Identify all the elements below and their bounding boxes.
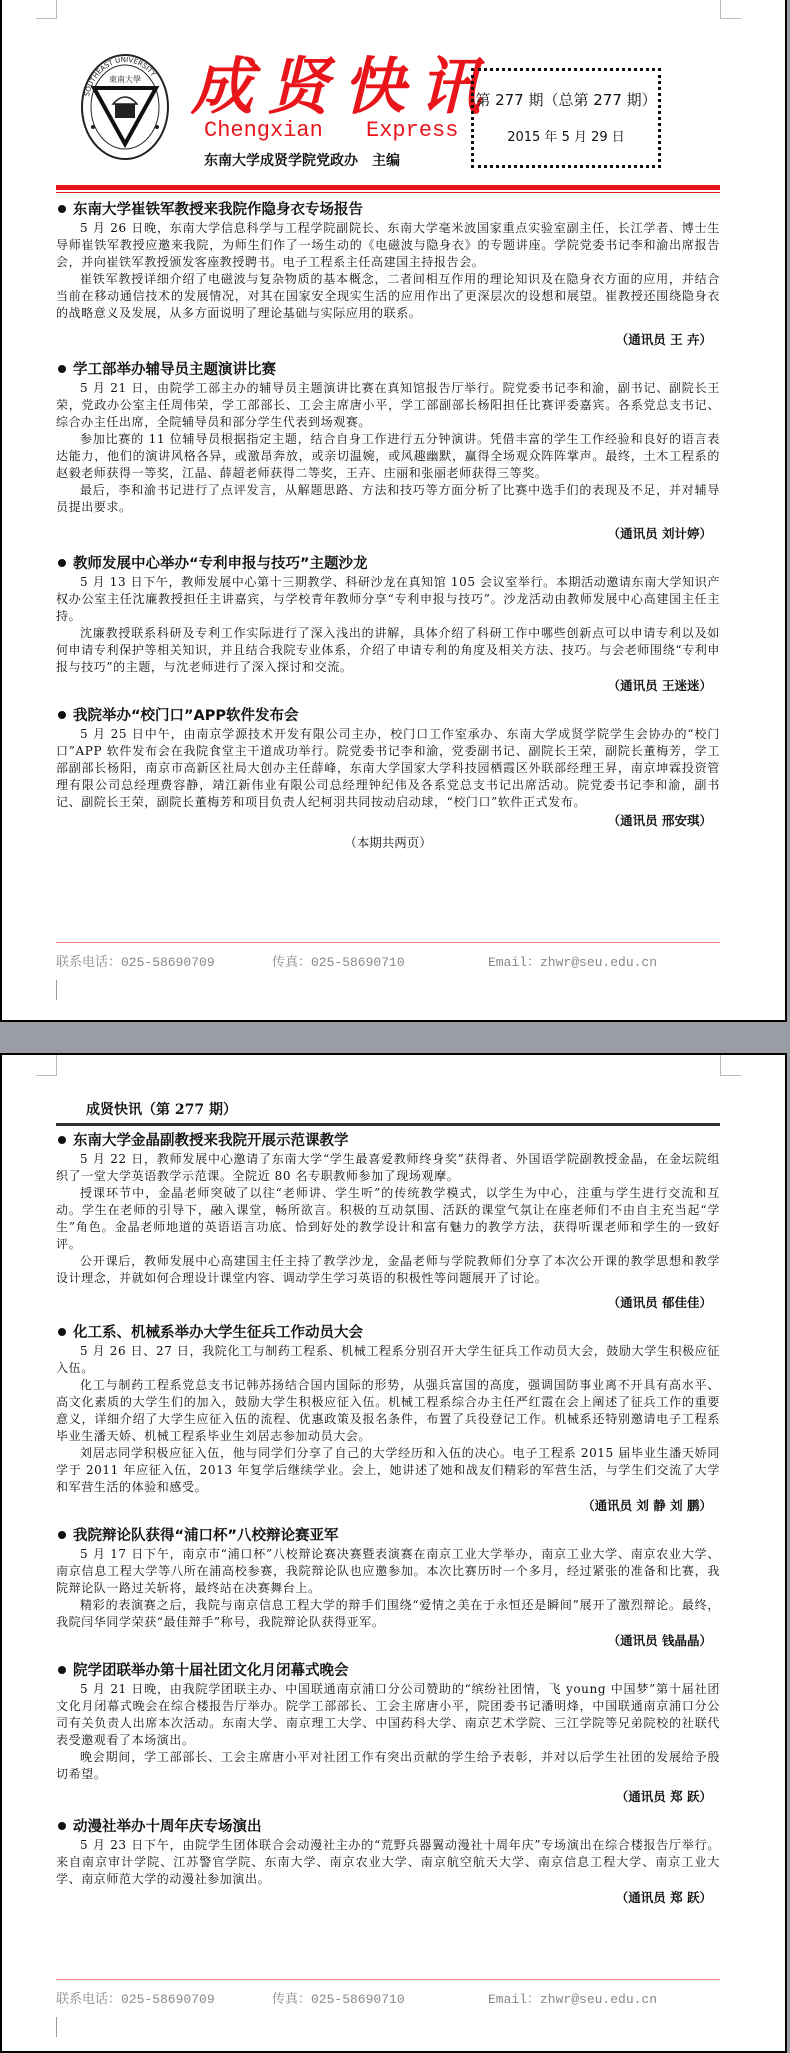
bullet-icon — [58, 1666, 66, 1674]
page-corner-mark — [36, 1055, 57, 1076]
article — [56, 706, 720, 853]
article-headline: 东南大学崔铁军教授来我院作隐身衣专场报告 — [56, 200, 720, 220]
bullet-icon — [58, 365, 66, 373]
header-rule — [56, 1123, 720, 1126]
article-byline: （通讯员 钱晶晶） — [607, 1633, 712, 1648]
bullet-icon — [58, 205, 66, 213]
footer-phone: 联系电话：025-58690709 — [56, 955, 215, 970]
article-paragraph: 5 月 21 日，由院学工部主办的辅导员主题演讲比赛在真知馆报告厅举行。院党委书记李和渝，副书记、副院长王荣，党政办公室主任周伟荣，学工部部长、工会主席唐小平，学工部副部长杨阳担任比赛评委嘉宾。各系党总支书记、综合办主任出席，全院辅导员和部分学生代表到场观赛。 — [56, 381, 720, 429]
page1-articles — [56, 200, 720, 863]
newsletter-title-en: Chengxian Express — [204, 118, 459, 143]
masthead — [56, 40, 720, 190]
editor-credit: 东南大学成贤学院党政办 主编 — [204, 153, 400, 169]
masthead-divider — [56, 185, 720, 194]
page-footer — [56, 1979, 720, 2037]
article-headline: 化工系、机械系举办大学生征兵工作动员大会 — [56, 1323, 720, 1343]
article-paragraph: 参加比赛的 11 位辅导员根据指定主题，结合自身工作进行五分钟演讲。凭借丰富的学生工作经验和良好的语言表达能力，他们的演讲风格各异，或激昂奔放，或亲切温婉，或风趣幽默，赢得全场观众阵阵掌声。最终，土木工程系的赵毅老师获得一等奖，江晶、薛超老师获得二等奖，王卉、庄丽和张丽老师获得三等奖。 — [56, 432, 720, 480]
footer-fax: 传真：025-58690710 — [272, 1992, 405, 2007]
svg-text:SOUTHEAST UNIVERSITY: SOUTHEAST UNIVERSITY — [83, 55, 158, 98]
article-paragraph: 精彩的表演赛之后，我院与南京信息工程大学的辩手们围绕“爱情之美在于永恒还是瞬间”展开了激烈辩论。最终，我院闫华同学荣获“最佳辩手”称号，我院辩论队获得亚军。 — [56, 1598, 720, 1629]
article-headline: 学工部举办辅导员主题演讲比赛 — [56, 360, 720, 380]
article-headline: 我院辩论队获得“浦口杯”八校辩论赛亚军 — [56, 1526, 720, 1546]
article — [56, 1131, 720, 1313]
article-paragraph: 刘居志同学积极应征入伍，他与同学们分享了自己的大学经历和入伍的决心。电子工程系 2015 届毕业生潘天娇同学于 2011 年应征入伍，2013 年复学后继续学业。会上，她讲述了她和战友们精彩的军营生活，与学生们交流了大学和军营生活的体验和感受。 — [56, 1446, 720, 1494]
issue-date: 2015 年 5 月 29 日 — [507, 130, 625, 145]
article-paragraph: 5 月 26 日晚，东南大学信息科学与工程学院副院长、东南大学毫米波国家重点实验室副主任，长江学者、博士生导师崔铁军教授应邀来我院，为师生们作了一场生动的《电磁波与隐身衣》的专题讲座。学院党委书记李和渝出席报告会，并向崔铁军教授颁发客座教授聘书。电子工程系主任高建国主持报告会。 — [56, 221, 720, 269]
article-paragraph: 5 月 22 日，教师发展中心邀请了东南大学“学生最喜爱教师终身奖”获得者、外国语学院副教授金晶，在金坛院组织了一堂大学英语教学示范课。全院近 80 名专职教师参加了现场观摩。 — [56, 1152, 720, 1183]
article-byline: （通讯员 郁佳佳） — [607, 1295, 712, 1310]
page2-articles — [56, 1131, 720, 1918]
page-corner-mark — [720, 1055, 741, 1076]
article — [56, 1817, 720, 1908]
article-paragraph: 5 月 17 日下午，南京市“浦口杯”八校辩论赛决赛暨表演赛在南京工业大学举办，南京工业大学、南京农业大学、南京信息工程大学等八所在浦高校参赛，我院辩论队也应邀参加。本次比赛历时一个多月，经过紧张的准备和比赛，我院辩论队一路过关斩将，最终站在决赛舞台上。 — [56, 1547, 720, 1595]
article-byline: （通讯员 郑 跃） — [615, 1890, 712, 1905]
bullet-icon — [58, 559, 66, 567]
article-byline: （通讯员 王迷迷） — [607, 678, 712, 693]
text-cursor — [56, 980, 57, 1000]
article-paragraph: 5 月 25 日中午，由南京学源技术开发有限公司主办，校门口工作室承办、东南大学成贤学院学生会协办的“校门口”APP 软件发布会在我院食堂主干道成功举行。院党委书记李和渝，党委副书记、副院长王荣，副院长董梅芳，学工部副部长杨阳，南京市高新区社局大创办主任薛峰，东南大学国家大学科技园栖霞区外联部经理王昇，南京坤霖投资管理有限公司总经理费容静，靖江新伟业有限公司总经理钟纪伟及各系党总支书记出席活动。院党委书记李和渝，副书记、副院长王荣，副院长董梅芳和项目负责人纪柯羽共同按动启动球，“校门口”软件正式发布。 — [56, 727, 720, 809]
issue-box — [471, 68, 661, 168]
article-headline: 动漫社举办十周年庆专场演出 — [56, 1817, 720, 1837]
newsletter-page-2 — [0, 1053, 787, 2053]
bullet-icon — [58, 1328, 66, 1336]
footer-fax: 传真：025-58690710 — [272, 955, 405, 970]
article-paragraph: 5 月 21 日晚，由我院学团联主办、中国联通南京浦口分公司赞助的“缤纷社团情，飞 young 中国梦”第十届社团文化月闭幕式晚会在综合楼报告厅举办。院学工部部长、工会主席唐小平，院团委书记潘明烽，中国联通南京浦口分公司有关负责人出席本次活动。东南大学、南京理工大学、中国药科大学、南京艺术学院、三江学院等兄弟院校的社联代表受邀观看了本场演出。 — [56, 1682, 720, 1747]
article — [56, 1526, 720, 1651]
article-paragraph: 公开课后，教师发展中心高建国主任主持了教学沙龙，金晶老师与学院教师们分享了本次公开课的教学思想和教学设计理念，并就如何合理设计课堂内容、调动学生学习英语的积极性等问题展开了讨论。 — [56, 1254, 720, 1285]
footer-rule — [56, 1979, 720, 1980]
newsletter-page-1 — [0, 0, 787, 1022]
article-paragraph: 晚会期间，学工部部长、工会主席唐小平对社团工作有突出贡献的学生给予表彰，并对以后学生社团的发展给予殷切希望。 — [56, 1750, 720, 1781]
footer-phone: 联系电话：025-58690709 — [56, 1992, 215, 2007]
bullet-icon — [58, 711, 66, 719]
article-paragraph: 5 月 26 日、27 日，我院化工与制药工程系、机械工程系分别召开大学生征兵工作动员大会，鼓励大学生积极应征入伍。 — [56, 1344, 720, 1375]
newsletter-title-cn: 成贤快讯 — [191, 50, 496, 123]
article-paragraph: 最后，李和渝书记进行了点评发言，从解题思路、方法和技巧等方面分析了比赛中选手们的表现及不足，并对辅导员提出要求。 — [56, 483, 720, 514]
article-byline: （通讯员 郑 跃） — [615, 1789, 712, 1804]
bullet-icon — [58, 1136, 66, 1144]
article — [56, 554, 720, 696]
article-headline: 东南大学金晶副教授来我院开展示范课教学 — [56, 1131, 720, 1151]
article-paragraph: 5 月 23 日下午，由院学生团体联合会动漫社主办的“荒野兵器翼动漫社十周年庆”专场演出在综合楼报告厅举行。来自南京审计学院、江苏警官学院、东南大学、南京农业大学、南京航空航天大学、南京信息工程大学、南京工业大学、南京师范大学的动漫社参加演出。 — [56, 1838, 720, 1886]
article-paragraph: 化工与制药工程系党总支书记韩苏扬结合国内国际的形势，从强兵富国的高度，强调国防事业离不开具有高水平、高文化素质的大学生们的加入，鼓励大学生积极应征入伍。机械工程系综合办主任严红霞在会上阐述了征兵工作的重要意义，详细介绍了大学生应征入伍的流程、优惠政策及报名条件，布置了兵役登记工作。机械系还特别邀请电子工程系毕业生潘天娇、机械工程系毕业生刘居志参加动员大会。 — [56, 1378, 720, 1443]
issue-number: 第 277 期（总第 277 期） — [475, 91, 657, 109]
university-seal-logo — [80, 52, 170, 162]
footer-email[interactable]: Email：zhwr@seu.edu.cn — [488, 1992, 658, 2007]
article-byline: （通讯员 王 卉） — [615, 332, 712, 347]
running-header: 成贤快讯（第 277 期） — [86, 1102, 237, 1118]
page-corner-mark — [720, 0, 741, 19]
svg-text:東南大學: 東南大學 — [109, 75, 141, 84]
article — [56, 200, 720, 350]
page-corner-mark — [36, 0, 57, 19]
page-footer — [56, 942, 720, 1000]
article-paragraph: 5 月 13 日下午，教师发展中心第十三期教学、科研沙龙在真知馆 105 会议室举行。本期活动邀请东南大学知识产权办公室主任沈廉教授担任主讲嘉宾，与学校青年教师分享“专利申报与技巧”。沙龙活动由教师发展中心高建国主任主持。 — [56, 575, 720, 623]
footer-rule — [56, 942, 720, 943]
article-headline: 我院举办“校门口”APP软件发布会 — [56, 706, 720, 726]
article — [56, 360, 720, 544]
article-byline: （通讯员 刘计婷） — [607, 526, 712, 541]
article-paragraph: 授课环节中，金晶老师突破了以往“老师讲、学生听”的传统教学模式，以学生为中心，注重与学生进行交流和互动。学生在老师的引导下，融入课堂，畅所欲言。积极的互动氛围、活跃的课堂气氛让在座老师们不由自主充当起“学生”角色。金晶老师地道的英语语言功底、恰到好处的教学设计和富有魅力的教学方法，获得听课老师和学生的一致好评。 — [56, 1186, 720, 1251]
article-headline: 院学团联举办第十届社团文化月闭幕式晚会 — [56, 1661, 720, 1681]
article-byline: （通讯员 刘 静 刘 鹏） — [582, 1498, 712, 1513]
page-count-note: （本期共两页） — [344, 835, 432, 850]
text-cursor — [56, 2017, 57, 2037]
bullet-icon — [58, 1822, 66, 1830]
article — [56, 1661, 720, 1807]
article-paragraph: 沈廉教授联系科研及专利工作实际进行了深入浅出的讲解，具体介绍了科研工作中哪些创新点可以申请专利以及如何申请专利保护等相关知识，并且结合我院专业体系，介绍了申请专利的角度及相关方法、技巧。与会老师围绕“专利申报与技巧”的主题，与沈老师进行了深入探讨和交流。 — [56, 626, 720, 674]
bullet-icon — [58, 1531, 66, 1539]
article-paragraph: 崔铁军教授详细介绍了电磁波与复杂物质的基本概念，二者间相互作用的理论知识及在隐身衣方面的应用，并结合当前在移动通信技术的发展情况，对其在国家安全现实生活的应用作出了更深层次的设想和展望。崔教授还围绕隐身衣的战略意义及发展，从多方面说明了理论基础与实际应用的联系。 — [56, 272, 720, 320]
article-headline: 教师发展中心举办“专利申报与技巧”主题沙龙 — [56, 554, 720, 574]
footer-email[interactable]: Email：zhwr@seu.edu.cn — [488, 955, 658, 970]
article — [56, 1323, 720, 1516]
article-byline: （通讯员 邢安琪） — [607, 813, 712, 828]
